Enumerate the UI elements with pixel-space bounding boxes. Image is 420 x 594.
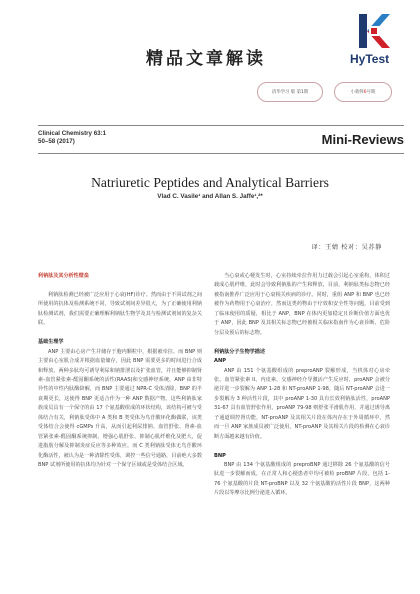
volume-badge: 小新鲜 6 号期 — [334, 82, 392, 102]
physiology-paragraph: ANP 主要由心房产生并储存于胞内颗粒中，根据被牵拉、而 BNP 则主要由心室肌合成并根据血量储存，因此 BNP 需要更多的时间进行合成和释放。两种多肽均可诱导利尿和钠排泄以及扩张血管，并且能够抑制肾素-血管紧张素-醛固酮系统的活性(RAAS)和交感神经系统，ANP 由非特异性的中性内肽酶降解，而 BNP 主要通过 NPR-C 受体清除，BNP 的半衰期更长，这使得 BNP 更适合作为一种 ANP 数据产物。这些利钠肽家族成员具有一个保守的由 17 个氨基酸组成的环状结构，该结构可被与受体结合有关，利钠肽受体中 A 类和 B 类受体为鸟苷酸环化酶偶联，该类受体结合会使得 cGMPs 升高，从而引起利尿排钠、血管舒张、肾素-血管紧张素-醛固酮系统抑制、增强心肌舒张、抑制心肌纤维化及肥大，促进脂肪分解及抑制炎症反应等多种效应。而 C 类利钠肽受体无鸟苷酸环化酶活性，被认为是一种清除性受体，调控一些信号通路，目前绝大多数 BNP 试剂所使用的抗体均为针对一个保守区域或是受体结合区域。 — [38, 348, 202, 469]
bnp-paragraph: BNP 由 134 个氨基酸组成的 preproBNP 通过移除 26 个氨基酸的信号肽进一步裂解而成，在正常人和心梗患者中均可被检 proBNP 片段，包括 1-76 个氨基酸的片段 NT-proBNP 以及 32 个氨基酸的活性片段 BNP，这两种片段以等摩尔比例分泌进入循环。 — [214, 462, 390, 497]
subheading-physiology: 基础生理学 — [38, 339, 64, 346]
hytest-logo-icon — [356, 12, 390, 50]
right-column — [214, 272, 390, 499]
divider-bottom — [38, 153, 404, 154]
article-title: Natriuretic Peptides and Analytical Barriers — [91, 175, 329, 190]
left-column — [38, 272, 202, 470]
anp-paragraph: ANP 由 151 个氨基酸组成的 preproANP 裂解形成，当机体对心房牵张、血管紧张素 II、内皮素、交感神经介导激活产生反应时，proANP 会被分泌并进一步裂解为 ANP 1-28 和 NT-proANP 1-98，随后 NT-proANP 会进一步裂解为 3 种活性片段，其中 proANP 1-30 具有长效利钠肽活性，proANP 31-67 具有血管舒张作用，proANP 79-98 则舒张平滑肌作用，并通过诱导离子通道调控肾功能，NT-proANP 及其相关片段在体内存在于外周循环中，然而一旦 ANP 家族成员被广泛使用，NT-proANP 及其相关片段的检测在心衰诊断方面越来越有价值。 — [214, 367, 390, 440]
intro-paragraph: 利钠肽检测已经被广泛应用于心衰(HF)诊疗。然而由于不同试剂之间所使用的抗体及检测系统不同，导致试剂间差异很大，为了正确使用利钠肽检测试剂，我们需要正确理解利钠肽生物学及其与检测试剂间的复杂关联。 — [38, 291, 202, 327]
issue-badge: 清华学习 版 第1期 — [257, 82, 323, 102]
subheading-anp: ANP — [214, 358, 226, 365]
journal-citation: Clinical Chemistry 63:1 — [38, 130, 107, 137]
divider-top — [38, 125, 404, 126]
article-authors: Vlad C. Vasile¹ and Allan S. Jaffe¹,²* — [157, 193, 263, 200]
translator-credits: 译：王婧 校对：吴苏静 — [311, 244, 382, 251]
page-title: 精品文章解读 — [146, 49, 266, 69]
clinical-paragraph: 当心衰或心梗发生时，心室持续牵拉作用力过载会引起心室重构，体积过载成心肌纤维，此时会导致利钠肽的产生和释放，目前，利钠肽类标志物已经被指南推荐广泛应用于心衰相关疾病的诊疗。同时，重组 ANP 和 BNP 也已经被作为药物用于心衰治疗，然而这类药物由于疗效和安全性等问题，目前受到了临床使用的质疑，相比于 ANP，BNP 在体内更加稳定且诊断价值方面也优于 ANP，因此 BNP 及其相关标志物已经被相关临床指南作为心衰诊断、危险分层及预后的标志物。 — [214, 273, 390, 336]
subheading-molecular: 利钠肽分子生物学描述 — [214, 348, 265, 355]
section-label: Mini-Reviews — [321, 132, 404, 147]
journal-pages: 50–58 (2017) — [38, 138, 75, 145]
subheading-bnp: BNP — [214, 452, 226, 459]
hytest-logo-text: HyTest — [350, 52, 390, 66]
hytest-logo — [344, 10, 404, 72]
section-heading: 利钠肽及其分析性壁垒 — [38, 273, 89, 279]
